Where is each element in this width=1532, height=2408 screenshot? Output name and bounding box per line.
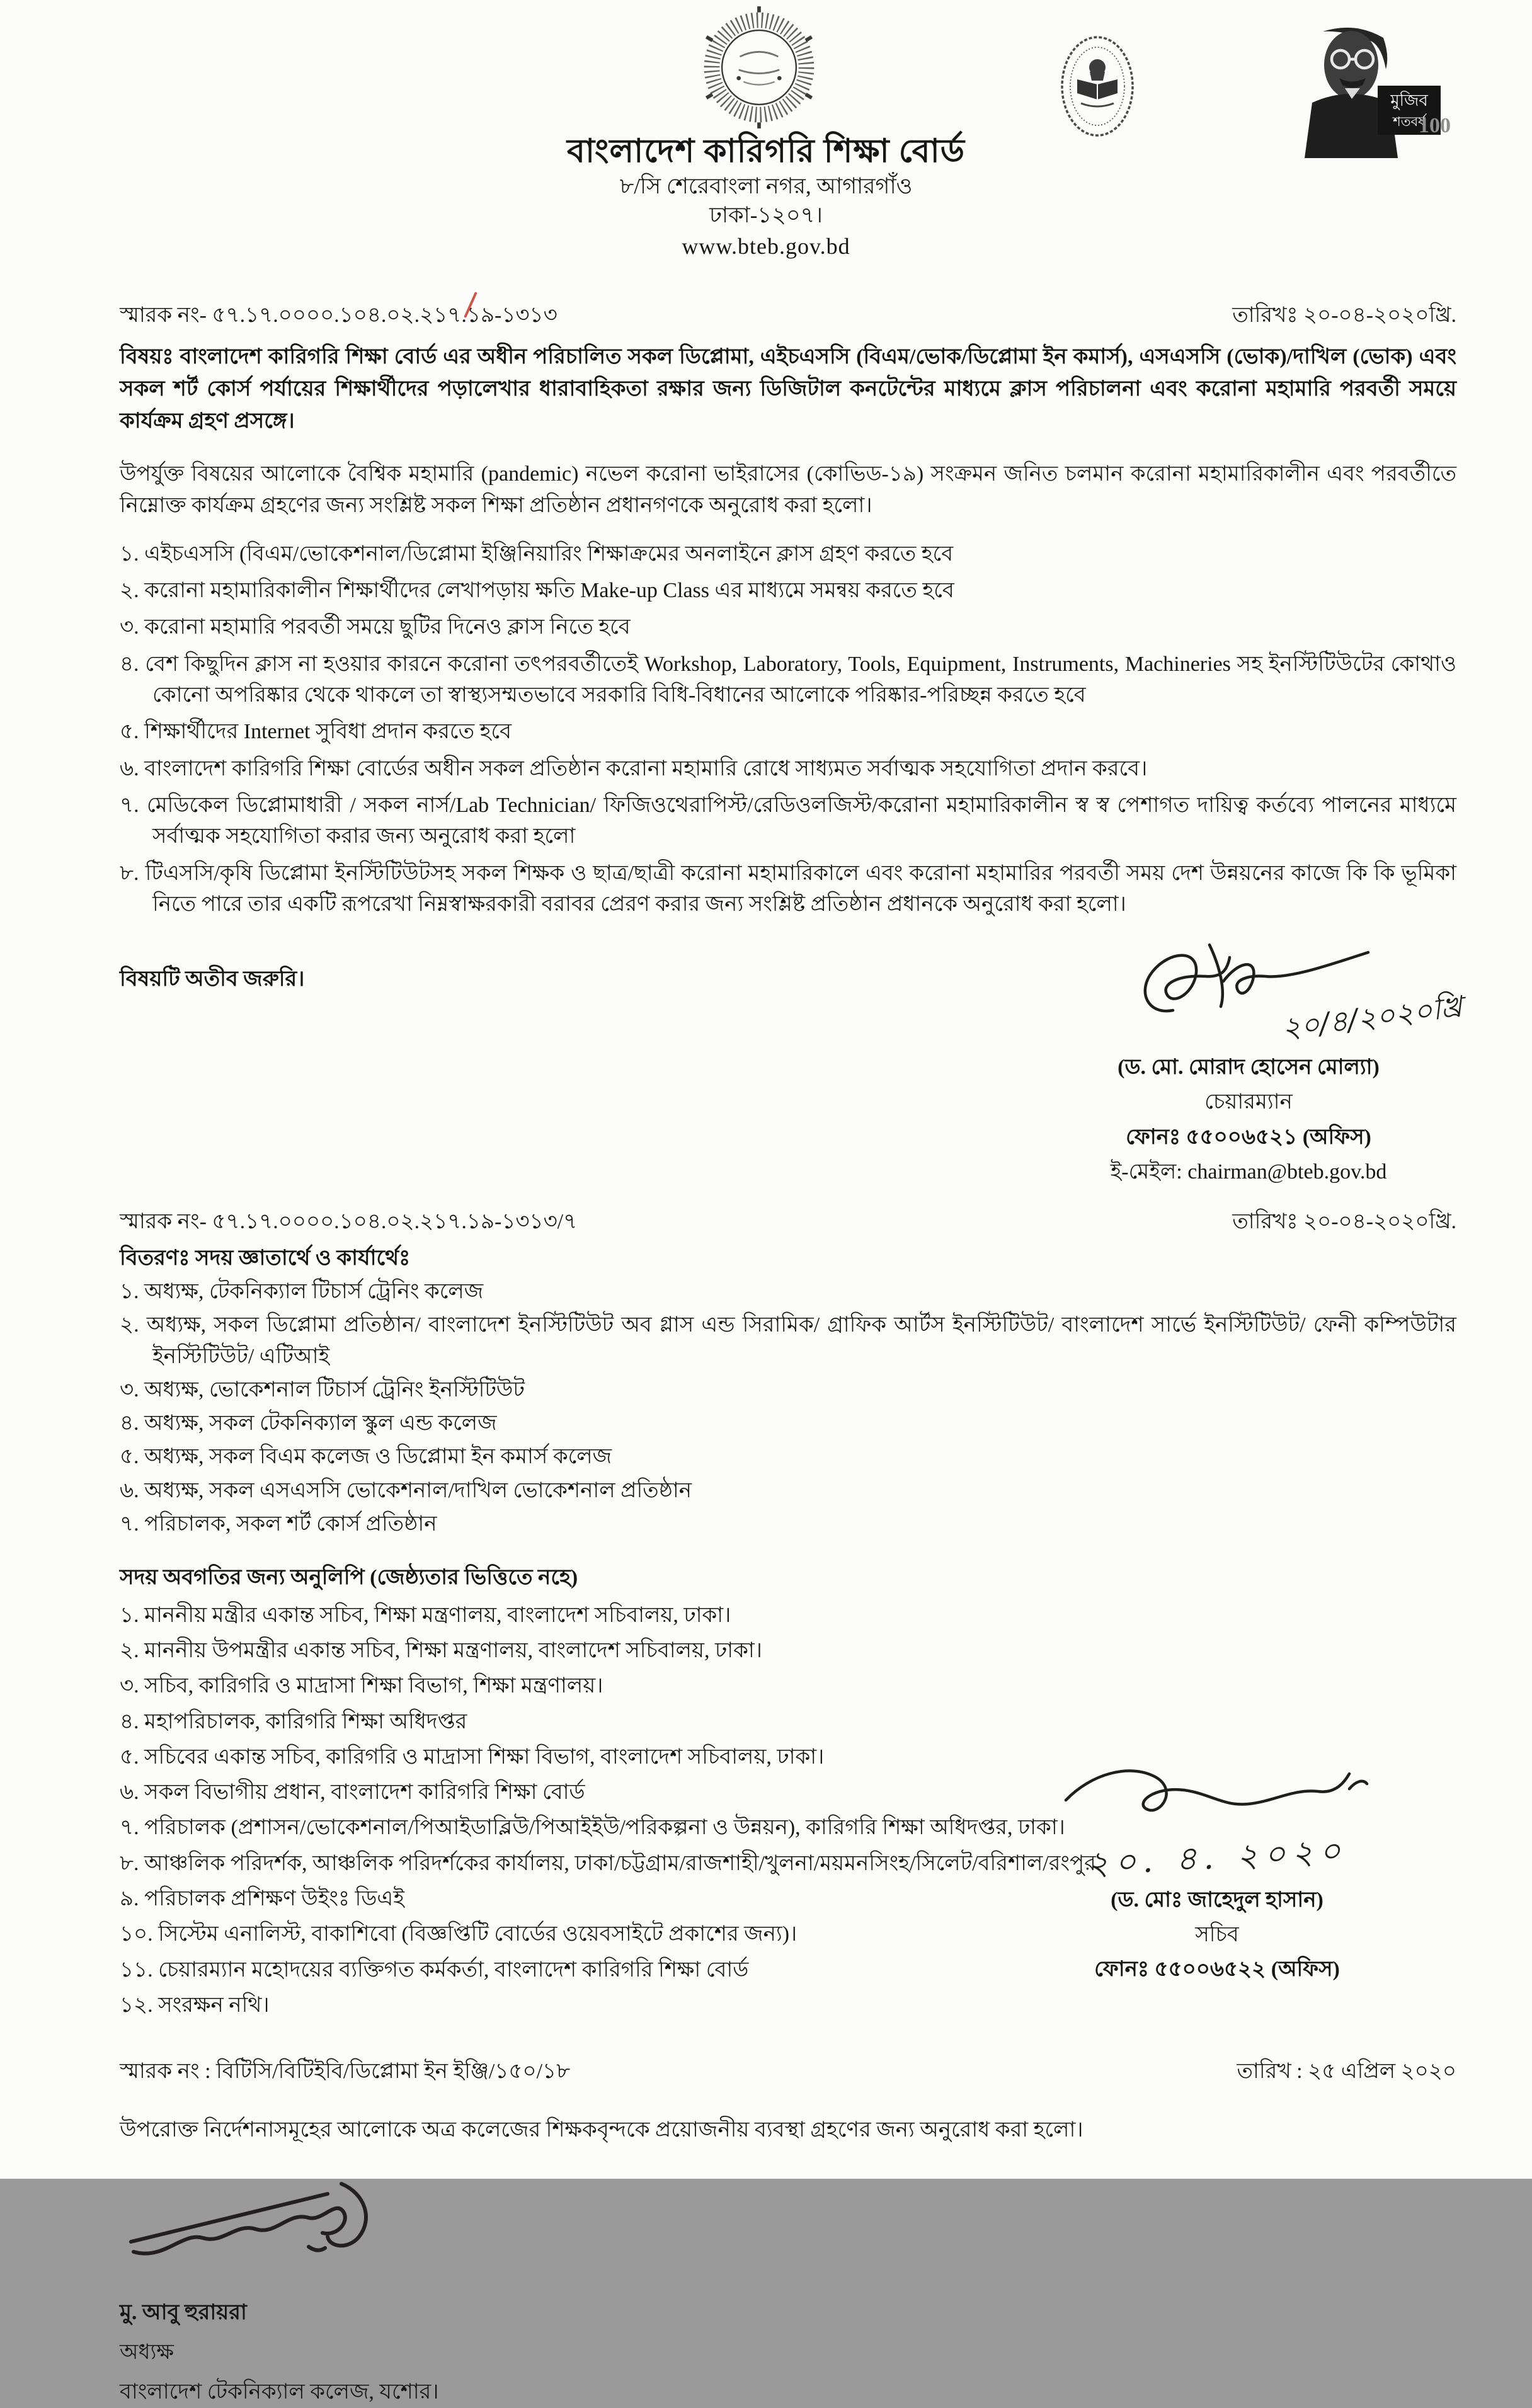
copy-item: ৩. সচিব, কারিগরি ও মাদ্রাসা শিক্ষা বিভাগ, শিক্ষা মন্ত্রণালয়।	[120, 1674, 603, 1698]
secretary-signature-scribble	[1053, 1751, 1381, 1839]
address-line-1: ৮/সি শেরেবাংলা নগর, আগারগাঁও	[619, 174, 913, 198]
memo-date-1: তারিখঃ ২০-০৪-২০২০খ্রি.	[1232, 304, 1456, 327]
principal-title: অধ্যক্ষ	[120, 2341, 174, 2365]
directives-list	[120, 539, 1456, 920]
distribution-item: ২. অধ্যক্ষ, সকল ডিপ্লোমা প্রতিষ্ঠান/ বাংলাদেশ ইনস্টিটিউট অব গ্লাস এন্ড সিরামিক/ গ্রাফিক আর্টস ইনস্টিটিউট/ বাংলাদেশ সার্ভে ইনস্টিটিউট/ ফেনী কম্পিউটার ইনস্টিটিউট/ এটিআই	[120, 1313, 1456, 1368]
directive-item: ৪. বেশ কিছুদিন ক্লাস না হওয়ার কারনে করোনা তৎপরবর্তীতেই Workshop, Laboratory, Tools, Equipment, Instruments, Machineries সহ ইনস্টিটিউটের কোথাও কোনো অপরিষ্কার থেকে থাকলে তা স্বাস্থ্যসম্মতভাবে সরকারি বিধি-বিধানের আলোকে পরিষ্কার-পরিচ্ছন্ন করতে হবে	[120, 652, 1456, 707]
copy-item: ১২. সংরক্ষন নথি।	[120, 1993, 270, 2017]
principal-name: মু. আবু হুরায়রা	[120, 2300, 247, 2324]
website-url: www.bteb.gov.bd	[682, 234, 850, 260]
chairman-name: (ড. মো. মোরাদ হোসেন মোল্যা)	[1118, 1056, 1380, 1080]
copy-item: ৫. সচিবের একান্ত সচিব, কারিগরি ও মাদ্রাসা শিক্ষা বিভাগ, বাংলাদেশ সচিবালয়, ঢাকা।	[120, 1745, 825, 1769]
copy-item: ৭. পরিচালক (প্রশাসন/ভোকেশনাল/পিআইডাব্লিউ/পিআইইউ/পরিকল্পনা ও উন্নয়ন), কারিগরি শিক্ষা অধিদপ্তর, ঢাকা।	[120, 1816, 1065, 1840]
copy-item: ১. মাননীয় মন্ত্রীর একান্ত সচিব, শিক্ষা মন্ত্রণালয়, বাংলাদেশ সচিবালয়, ঢাকা।	[120, 1603, 731, 1627]
memo-number-1: স্মারক নং- ৫৭.১৭.০০০০.১০৪.০২.২১৭.১৯-১৩১৩	[120, 300, 557, 331]
distribution-item: ৪. অধ্যক্ষ, সকল টেকনিক্যাল স্কুল এন্ড কলেজ	[120, 1412, 497, 1435]
board-name: বাংলাদেশ কারিগরি শিক্ষা বোর্ড	[567, 134, 965, 169]
mujib-logo-100: 100	[1419, 114, 1451, 137]
distribution-item: ৭. পরিচালক, সকল শর্ট কোর্স প্রতিষ্ঠান	[120, 1512, 437, 1536]
distribution-item: ৩. অধ্যক্ষ, ভোকেশনাল টিচার্স ট্রেনিং ইনস্টিটিউট	[120, 1378, 525, 1401]
copy-item: ২. মাননীয় উপমন্ত্রীর একান্ত সচিব, শিক্ষা মন্ত্রণালয়, বাংলাদেশ সচিবালয়, ঢাকা।	[120, 1638, 762, 1662]
mujib-logo-word-2: শতবর্ষ	[1393, 114, 1426, 129]
chairman-signature-block	[1041, 936, 1465, 1187]
copy-item: ১১. চেয়ারম্যান মহোদয়ের ব্যক্তিগত কর্মকর্তা, বাংলাদেশ কারিগরি শিক্ষা বোর্ড	[120, 1958, 749, 1982]
distribution-item: ৬. অধ্যক্ষ, সকল এসএসসি ভোকেশনাল/দাখিল ভোকেশনাল প্রতিষ্ঠান	[120, 1478, 692, 1502]
memo-date-3: তারিখ : ২৫ এপ্রিল ২০২০	[1237, 2060, 1456, 2084]
memo-number-3: স্মারক নং : বিটিসি/বিটিইবি/ডিপ্লোমা ইন ইঞ্জি/১৫০/১৮	[120, 2060, 571, 2084]
secretary-name: (ড. মোঃ জাহেদুল হাসান)	[1111, 1888, 1323, 1912]
board-monogram-seal-icon	[699, 8, 819, 136]
directive-item: ৩. করোনা মহামারি পরবর্তী সময়ে ছুটির দিনেও ক্লাস নিতে হবে	[120, 615, 631, 639]
copy-item: ৮. আঞ্চলিক পরিদর্শক, আঞ্চলিক পরিদর্শকের কার্যালয়, ঢাকা/চট্টগ্রাম/রাজশাহী/খুলনা/ময়মনসিংহ/সিলেট/বরিশাল/রংপুর	[120, 1851, 1096, 1875]
directive-item: ৫. শিক্ষার্থীদের Internet সুবিধা প্রদান করতে হবে	[120, 720, 512, 744]
chairman-email: ই-মেইল: chairman@bteb.gov.bd	[1110, 1160, 1387, 1184]
principal-signature-block	[120, 2171, 1456, 2408]
distribution-heading: বিতরণঃ সদয় জ্ঞাতার্থে ও কার্যার্থেঃ	[120, 1246, 411, 1270]
secretary-handwritten-date: ২০. ৪. ২০২০	[1086, 1832, 1348, 1884]
chairman-handwritten-date: ২০/৪/২০২০খ্রি	[1280, 989, 1465, 1046]
secretary-title: সচিব	[1195, 1923, 1239, 1946]
chairman-title: চেয়ারম্যান	[1204, 1090, 1293, 1114]
copy-item: ৯. পরিচালক প্রশিক্ষণ উইংঃ ডিএই	[120, 1886, 404, 1910]
copy-item: ৬. সকল বিভাগীয় প্রধান, বাংলাদেশ কারিগরি শিক্ষা বোর্ড	[120, 1781, 585, 1805]
directive-item: ৬. বাংলাদেশ কারিগরি শিক্ষা বোর্ডের অধীন সকল প্রতিষ্ঠান করোনা মহামারি রোধে সাধ্যমত সর্বাত্মক সহযোগিতা প্রদান করবে।	[120, 756, 1148, 780]
principal-institution: বাংলাদেশ টেকনিক্যাল কলেজ, যশোর।	[120, 2380, 439, 2404]
letterhead	[0, 0, 1532, 296]
secretary-signature-block	[1015, 1751, 1419, 1985]
memo-number-2: স্মারক নং- ৫৭.১৭.০০০০.১০৪.০২.২১৭.১৯-১৩১৩/৭	[120, 1210, 578, 1234]
urgent-note: বিষয়টি অতীব জরুরি।	[120, 967, 305, 991]
address-line-2: ঢাকা-১২০৭।	[709, 203, 823, 228]
directive-item: ১. এইচএসসি (বিএম/ভোকেশনাল/ডিপ্লোমা ইঞ্জিনিয়ারিং শিক্ষাক্রমের অনলাইনে ক্লাস গ্রহণ করতে হবে	[120, 542, 954, 566]
directive-item: ৭. মেডিকেল ডিপ্লোমাধারী / সকল নার্স/Lab Technician/ ফিজিওথেরাপিস্ট/রেডিওলজিস্ট/করোনা মহামারিকালীন স্ব স্ব পেশাগত দায়িত্ব কর্তব্যে পালনের মাধ্যমে সর্বাত্মক সহযোগিতা করার জন্য অনুরোধ করা হলো	[120, 793, 1456, 848]
intro-paragraph: উপর্যুক্ত বিষয়ের আলোকে বৈশ্বিক মহামারি (pandemic) নভেল করোনা ভাইরাসের (কোভিড-১৯) সংক্রমন জনিত চলমান করোনা মহামারিকালীন এবং পরবর্তীতে নিম্নোক্ত কার্যক্রম গ্রহণের জন্য সংশ্লিষ্ট সকল শিক্ষা প্রতিষ্ঠান প্রধানগণকে অনুরোধ করা হলো।	[120, 462, 1456, 517]
principal-signature-scribble	[120, 2171, 472, 2291]
copy-item: ৪. মহাপরিচালক, কারিগরি শিক্ষা অধিদপ্তর	[120, 1709, 467, 1733]
mujib-logo-word-1: মুজিব	[1390, 91, 1428, 110]
subject-line: বিষয়ঃ বাংলাদেশ কারিগরি শিক্ষা বোর্ড এর অধীন পরিচালিত সকল ডিপ্লোমা, এইচএসসি (বিএম/ভোক/ডিপ্লোমা ইন কমার্স), এসএসসি (ভোক)/দাখিল (ভোক) এবং সকল শর্ট কোর্স পর্যায়ের শিক্ষার্থীদের পড়ালেখার ধারাবাহিকতা রক্ষার জন্য ডিজিটাল কনটেন্টের মাধ্যমে ক্লাস পরিচালনা এবং করোনা মহামারি পরবর্তী সময়ে কার্যক্রম গ্রহণ প্রসঙ্গে।	[120, 345, 1456, 433]
distribution-list	[120, 1276, 1456, 1539]
forward-note: উপরোক্ত নির্দেশনাসমূহের আলোকে অত্র কলেজের শিক্ষকবৃন্দকে প্রয়োজনীয় ব্যবস্থা গ্রহণের জন্য অনুরোধ করা হলো।	[120, 2118, 1083, 2142]
chairman-phone: ফোনঃ ৫৫০০৬৫২১ (অফিস)	[1126, 1125, 1371, 1149]
distribution-item: ৫. অধ্যক্ষ, সকল বিএম কলেজ ও ডিপ্লোমা ইন কমার্স কলেজ	[120, 1445, 612, 1469]
memo-date-2: তারিখঃ ২০-০৪-২০২০খ্রি.	[1232, 1210, 1456, 1234]
copy-item: ১০. সিস্টেম এনালিস্ট, বাকাশিবো (বিজ্ঞপ্তিটি বোর্ডের ওয়েবসাইটে প্রকাশের জন্য)।	[120, 1922, 797, 1946]
distribution-item: ১. অধ্যক্ষ, টেকনিক্যাল টিচার্স ট্রেনিং কলেজ	[120, 1279, 484, 1303]
directive-item: ২. করোনা মহামারিকালীন শিক্ষার্থীদের লেখাপড়ায় ক্ষতি Make-up Class এর মাধ্যমে সমন্বয় করতে হবে	[120, 579, 954, 603]
copies-heading: সদয় অবগতির জন্য অনুলিপি (জেষ্ঠ্যতার ভিত্তিতে নহে)	[120, 1566, 578, 1590]
secretary-phone: ফোনঃ ৫৫০০৬৫২২ (অফিস)	[1094, 1958, 1340, 1982]
directive-item: ৮. টিএসসি/কৃষি ডিপ্লোমা ইনস্টিটিউটসহ সকল শিক্ষক ও ছাত্র/ছাত্রী করোনা মহামারিকালে এবং করোনা মহামারির পরবর্তী সময় দেশ উন্নয়নের কাজে কি কি ভূমিকা নিতে পারে তার একটি রূপরেখা নিম্নস্বাক্ষরকারী বরাবর প্রেরণ করার জন্য সংশ্লিষ্ট প্রতিষ্ঠান প্রধানকে অনুরোধ করা হলো।	[120, 861, 1456, 916]
